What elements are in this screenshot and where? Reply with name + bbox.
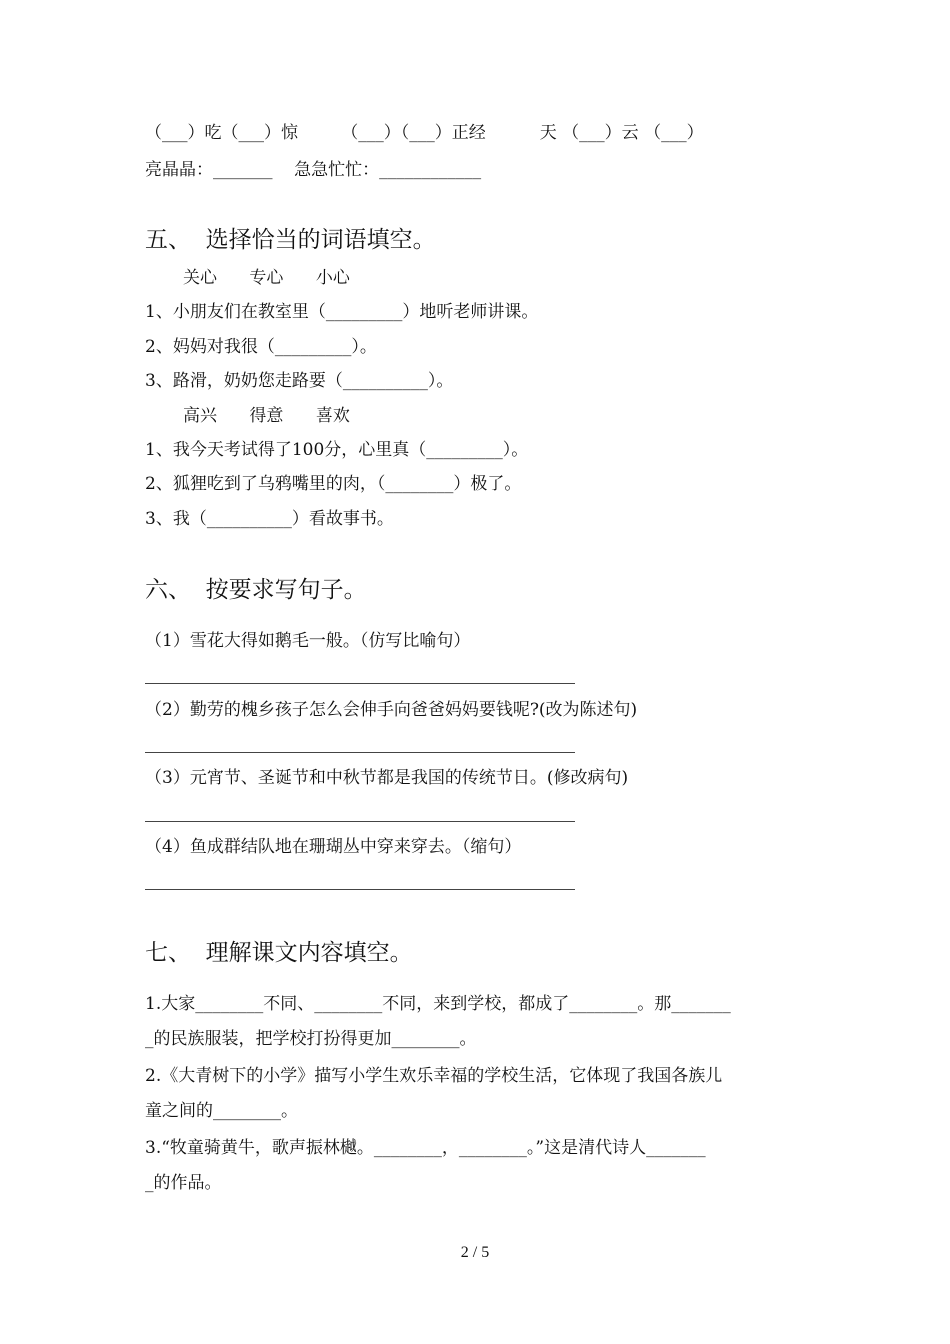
fill-blank-pattern-words-line: 亮晶晶：_______ 急急忙忙：____________ — [145, 160, 482, 180]
passage-line: 3.“牧童骑黄牛，歌声振林樾。________，________。”这是清代诗人_______ — [145, 1138, 706, 1158]
section-7-heading: 七、 理解课文内容填空。 — [145, 940, 413, 966]
question-item: 2、妈妈对我很（_________）。 — [145, 337, 377, 357]
passage-line: _的作品。 — [145, 1173, 222, 1193]
question-item: （3）元宵节、圣诞节和中秋节都是我国的传统节日。(修改病句) — [145, 768, 629, 788]
page-number: 2 / 5 — [460, 1244, 490, 1261]
question-item: 3、我（__________）看故事书。 — [145, 509, 394, 529]
question-item: （1）雪花大得如鹅毛一般。（仿写比喻句） — [145, 631, 471, 651]
question-item: （4）鱼成群结队地在珊瑚丛中穿来穿去。（缩句） — [145, 837, 522, 857]
section-6-heading: 六、 按要求写句子。 — [145, 577, 367, 603]
question-item: （2）勤劳的槐乡孩子怎么会伸手向爸爸妈妈要钱呢?(改为陈述句) — [145, 700, 638, 720]
question-item: 1、小朋友们在教室里（_________）地听老师讲课。 — [145, 302, 539, 322]
answer-line — [145, 752, 575, 753]
answer-line — [145, 821, 575, 822]
word-bank-a: 关心 专心 小心 — [183, 268, 350, 288]
answer-line — [145, 889, 575, 890]
passage-line: _的民族服装，把学校打扮得更加________。 — [145, 1029, 477, 1049]
section-5-heading: 五、 选择恰当的词语填空。 — [145, 227, 436, 253]
answer-line — [145, 683, 575, 684]
word-bank-b: 高兴 得意 喜欢 — [183, 406, 350, 426]
passage-line: 童之间的________。 — [145, 1101, 298, 1121]
fill-blank-idioms-line: （___）吃（___）惊 （___）（___）正经 天 （___）云 （___） — [145, 123, 704, 143]
question-item: 3、路滑，奶奶您走路要（__________）。 — [145, 371, 454, 391]
passage-line: 2.《大青树下的小学》描写小学生欢乐幸福的学校生活，它体现了我国各族儿 — [145, 1066, 723, 1086]
passage-line: 1.大家________不同、________不同，来到学校，都成了________。那_______ — [145, 994, 731, 1014]
question-item: 1、我今天考试得了100分，心里真（_________）。 — [145, 440, 529, 460]
question-item: 2、狐狸吃到了乌鸦嘴里的肉，（________）极了。 — [145, 474, 522, 494]
